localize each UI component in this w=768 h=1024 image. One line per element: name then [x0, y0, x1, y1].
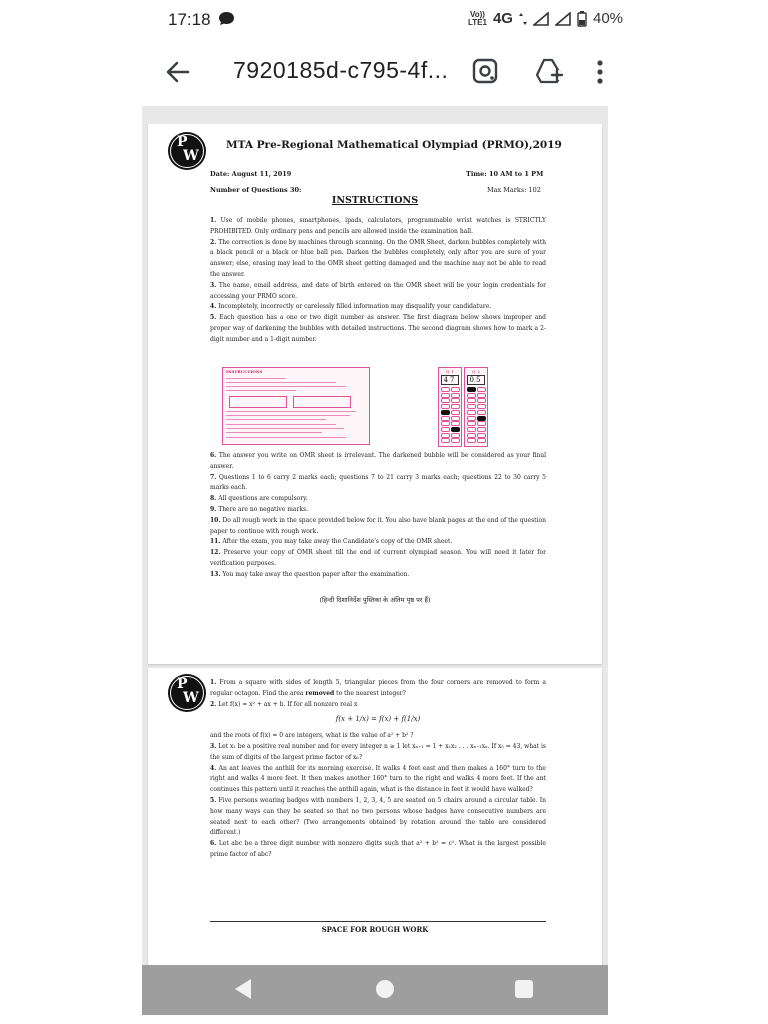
status-bar [0, 0, 768, 40]
omr-bubble [467, 393, 476, 398]
omr-q1-label: Q. 1 [445, 369, 455, 374]
question-5: 5. Five persons wearing badges with numbers 1, 2, 3, 4, 5 are seated on 5 chairs around a circular table. In how many ways can they be seated so that no two persons whose badges have consecutive numbers are seated next to each other? (Two arrangements obtained by rotation around the table are considered different.) [210, 796, 546, 837]
exam-time: Time: 10 AM to 1 PM [466, 170, 544, 178]
omr-bubble [441, 410, 450, 415]
instruction-item: 6. The answer you write on OMR sheet is irrelevant. The darkened bubble will be considered as your final answer. [210, 452, 546, 470]
pw-logo: P W [168, 132, 206, 170]
omr-bubble [467, 387, 476, 392]
instruction-item: 5. Each question has a one or two digit number as answer. The first diagram below shows improper and proper way of darkening the bubbles with detailed instructions. The second diagram shows how to mark a 2-digit number and a 1-digit number. [210, 314, 546, 343]
omr-bubble [441, 393, 450, 398]
instruction-item: 7. Questions 1 to 6 carry 2 marks each; questions 7 to 21 carry 3 marks each; questions 22 to 30 carry 5 marks each. [210, 473, 546, 492]
instruction-item: 4. Incompletely, incorrectly or carelessly filled information may disqualify your candidature. [210, 303, 492, 311]
nav-home-icon[interactable] [376, 980, 394, 998]
instruction-item: 3. The name, email address, and date of birth entered on the OMR sheet will be your login credentials for accessing your PRMO score. [210, 281, 546, 300]
app-bar [0, 40, 768, 106]
status-time: 17:18 [168, 10, 211, 29]
pdf-page-2 [148, 668, 602, 965]
omr-bubble [477, 393, 486, 398]
omr-bubble [477, 427, 486, 432]
question-2: 2. Let f(x) = x² + ax + b. If for all nonzero real x [210, 700, 358, 708]
omr-bubble [451, 416, 460, 421]
data-arrows-icon [519, 12, 527, 26]
max-marks: Max Marks: 102 [487, 186, 541, 194]
omr-q2-digits: 05 [467, 375, 485, 385]
omr-bubble [467, 427, 476, 432]
omr-bubble [441, 438, 450, 443]
question-6: 6. Let abc be a three digit number with nonzero digits such that a² + b² = c². What is the largest possible prime factor of abc? [210, 840, 546, 858]
back-arrow-icon[interactable] [164, 58, 192, 86]
system-nav-bar [142, 965, 608, 1015]
omr-bubble [441, 387, 450, 392]
more-options-icon[interactable] [590, 58, 610, 86]
omr-bubble [477, 404, 486, 409]
omr-bubble [451, 410, 460, 415]
signal-icon-2 [555, 12, 571, 26]
question-count: Number of Questions 30: [210, 186, 302, 194]
omr-bubble [451, 404, 460, 409]
omr-bubble [477, 433, 486, 438]
omr-bubble [451, 433, 460, 438]
status-indicators [468, 10, 623, 27]
instructions-list-b [210, 451, 546, 581]
volte-indicator [468, 11, 487, 27]
instruction-item: 1. Use of mobile phones, smartphones, ipads, calculators, programmable wrist watches is STRICTLY PROHIBITED. Only ordinary pens and pencils are allowed inside the examination hall. [210, 217, 546, 235]
signal-icon [533, 12, 549, 26]
instruction-item: 9. There are no negative marks. [210, 505, 308, 513]
omr-q2-label: Q. 2 [471, 369, 481, 374]
omr-bubble [467, 433, 476, 438]
omr-bubble [477, 438, 486, 443]
document-title: 7920185d-c795-4f... [233, 57, 449, 83]
omr-bubble [467, 404, 476, 409]
omr-bubble [477, 421, 486, 426]
omr-sample-q2 [464, 367, 488, 447]
volte-top: Vo)) [470, 9, 485, 19]
battery-percent: 40% [592, 10, 624, 27]
omr-bubble [451, 421, 460, 426]
instruction-item: 13. You may take away the question paper after the examination. [210, 570, 410, 578]
volte-bottom: LTE1 [468, 17, 487, 27]
question-2-tail: and the roots of f(x) = 0 are integers, what is the value of a² + b² ? [210, 732, 414, 740]
omr-bubble [467, 416, 476, 421]
question-4: 4. An ant leaves the anthill for its morning exercise. It walks 4 feet east and then makes a 160° turn to the right and walks 4 more feet. It then makes another 160° turn to the right and walks 4 more feet. If the ant continues this pattern until it reaches the anthill again, what is the distance in feet it would have walked? [210, 764, 546, 794]
omr-bubble [441, 427, 450, 432]
omr-bubble [441, 433, 450, 438]
omr-bubble [451, 398, 460, 403]
instruction-item: 12. Preserve your copy of OMR sheet till the end of current olympiad season. You will need it later for verification purposes. [210, 549, 546, 567]
omr-bubble [451, 387, 460, 392]
omr-bubble [441, 416, 450, 421]
omr-bubble [477, 410, 486, 415]
questions-list [210, 678, 546, 861]
add-to-drive-icon[interactable] [534, 57, 564, 85]
instruction-item: 10. Do all rough work in the space provided below for it. You also have blank pages at the end of the question paper to continue with rough work. [210, 516, 546, 535]
network-type: 4G [492, 10, 513, 27]
exam-title: MTA Pre-Regional Mathematical Olympiad (PRMO),2019 [226, 139, 562, 151]
omr-bubble [467, 438, 476, 443]
instruction-item: 8. All questions are compulsory. [210, 495, 308, 503]
omr-bubble [451, 427, 460, 432]
rough-work-label: SPACE FOR ROUGH WORK [321, 925, 429, 934]
instruction-item: 11. After the exam, you may take away the Candidate's copy of the OMR sheet. [210, 538, 453, 546]
pdf-viewer[interactable] [142, 106, 608, 965]
omr-bubble [441, 398, 450, 403]
question-2-formula: f(x + 1/x) = f(x) + f(1/x) [335, 715, 421, 724]
omr-bubble [451, 438, 460, 443]
question-3: 3. Let x₁ be a positive real number and for every integer n ≥ 1 let xₙ₊₁ = 1 + x₁x₂ . . . xₙ₋₁xₙ. If x₅ = 43, what is the sum of digits of the largest prime factor of x₆? [210, 742, 546, 761]
google-lens-icon[interactable] [471, 57, 499, 85]
chat-icon [218, 11, 235, 26]
nav-back-icon[interactable] [233, 978, 253, 1000]
omr-bubble [477, 416, 486, 421]
omr-bubble [467, 421, 476, 426]
omr-bubble [467, 410, 476, 415]
omr-bubble [477, 398, 486, 403]
divider [210, 921, 546, 922]
hindi-note: (हिन्दी दिशानिर्देश पुस्तिका के अंतिम पृष्ठ पर हैं) [319, 596, 431, 604]
exam-date: Date: August 11, 2019 [210, 170, 292, 178]
omr-sample-q1 [438, 367, 462, 447]
instruction-item: 2. The correction is done by machines through scanning. On the OMR Sheet, darken bubbles completely with a black pencil or a black or blue ball pen. Darken the bubbles completely, only after you are sure of your answer; else, erasing may lead to the OMR sheet getting damaged and the machine may not be able to read the answer. [210, 238, 546, 278]
omr-bubble [477, 387, 486, 392]
pdf-page-1 [148, 124, 602, 664]
omr-bubble [441, 404, 450, 409]
omr-diagram-header: INSTRUCTIONS [226, 369, 263, 374]
pw-logo-2: P W [168, 674, 206, 712]
omr-bubble [451, 393, 460, 398]
omr-bubble [467, 398, 476, 403]
omr-instructions-diagram [222, 367, 370, 445]
battery-icon [577, 11, 587, 27]
nav-recents-icon[interactable] [515, 980, 533, 998]
instructions-list-a [210, 216, 546, 346]
instructions-heading: INSTRUCTIONS [331, 195, 419, 206]
omr-q1-digits: 47 [441, 375, 459, 385]
omr-bubble [441, 421, 450, 426]
question-1: 1. From a square with sides of length 5, triangular pieces from the four corners are removed to form a regular octagon. Find the area removed to the nearest integer? [210, 679, 546, 697]
